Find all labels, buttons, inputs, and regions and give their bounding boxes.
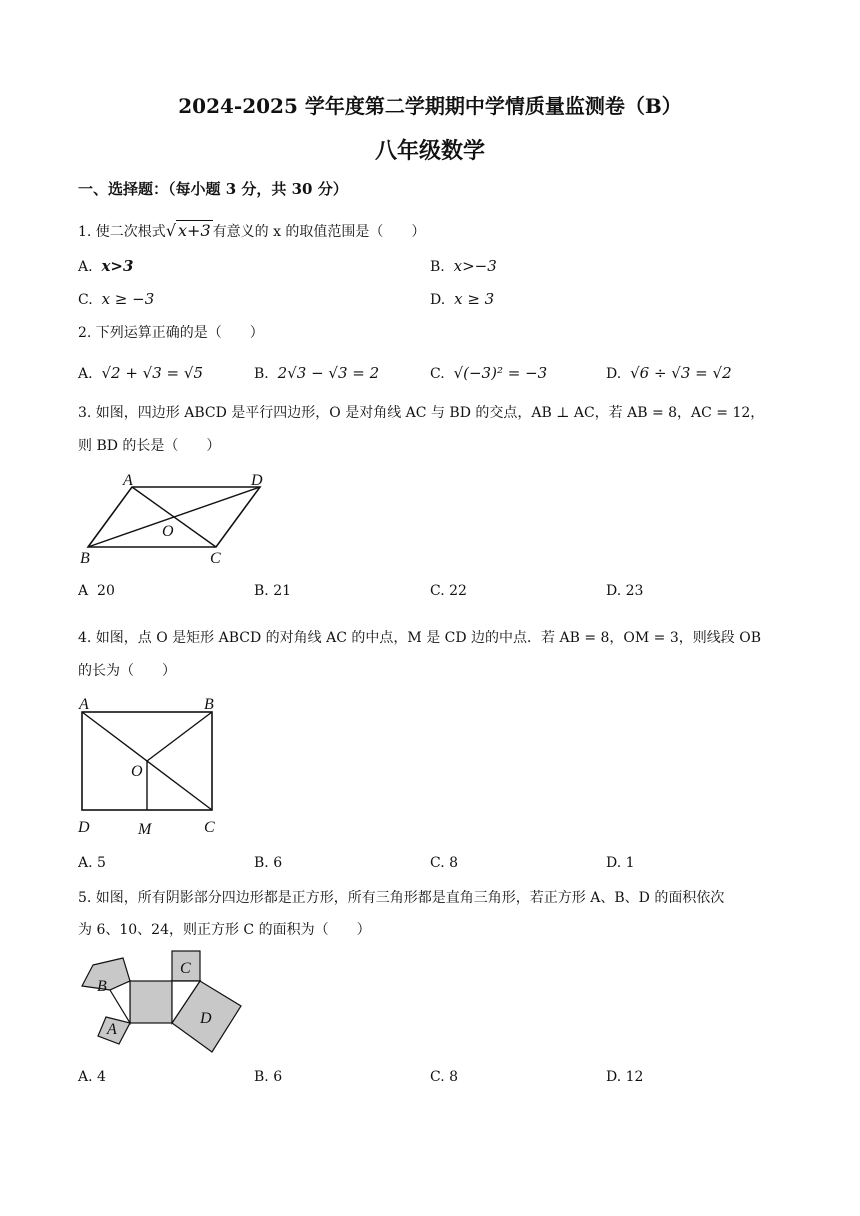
label-b: B <box>204 696 214 713</box>
label-c: C <box>210 550 221 567</box>
option-text: 12 <box>625 1069 644 1085</box>
option-label: D. <box>606 583 622 599</box>
option-label: C. <box>430 1069 445 1085</box>
option-text: √6 ÷ √3 = √2 <box>630 364 732 382</box>
option-label: A. <box>78 1069 93 1085</box>
option-label: D. <box>606 1069 622 1085</box>
option-text: 4 <box>97 1069 106 1085</box>
option-text: 6 <box>273 1069 283 1085</box>
option-label: B. <box>254 1069 269 1085</box>
q5-option-a[interactable] <box>78 1069 106 1085</box>
q2-option-c[interactable] <box>430 364 547 382</box>
q4-option-a[interactable] <box>78 855 106 871</box>
option-text: 23 <box>625 583 644 599</box>
option-label: C. <box>430 366 445 382</box>
option-label: D. <box>606 366 622 382</box>
q1-suffix: 有意义的 x 的取值范围是（ ） <box>212 224 426 240</box>
question-3-stem-line2: 则 BD 的长是（ ） <box>78 438 221 454</box>
option-label: B. <box>430 259 445 275</box>
option-text: 8 <box>449 855 459 871</box>
q4-option-c[interactable] <box>430 855 458 871</box>
diagonal-bd <box>88 487 260 547</box>
label-d: D <box>200 1010 212 1027</box>
option-text: x ≥ −3 <box>101 290 155 308</box>
q4-rectangle-figure <box>76 692 236 842</box>
option-text: x>−3 <box>453 257 497 275</box>
label-m: M <box>138 821 152 838</box>
q4-option-b[interactable] <box>254 855 282 871</box>
question-2-stem: 2. 下列运算正确的是（ ） <box>78 325 264 341</box>
exam-subtitle: 八年级数学 <box>374 138 485 164</box>
option-text: √2 + √3 = √5 <box>101 364 203 382</box>
option-label: A. <box>78 259 93 275</box>
q3-option-d[interactable] <box>606 583 643 599</box>
option-label: A <box>78 583 89 599</box>
center-square <box>130 981 172 1023</box>
q1-prefix: 1. 使二次根式 <box>78 224 166 240</box>
exam-title: 2024-2025 学年度第二学期期中学情质量监测卷（B） <box>178 94 682 118</box>
option-text: 6 <box>273 855 283 871</box>
q1-option-a[interactable] <box>78 257 133 275</box>
q3-option-c[interactable] <box>430 583 467 599</box>
option-text: 5 <box>97 855 106 871</box>
option-text: 8 <box>449 1069 459 1085</box>
option-text: 20 <box>97 583 115 599</box>
label-a: A <box>123 472 133 489</box>
option-text: 1 <box>625 855 635 871</box>
option-label: B. <box>254 366 269 382</box>
q1-option-d[interactable] <box>430 290 494 308</box>
q5-squares-figure <box>76 948 256 1058</box>
q2-option-a[interactable] <box>78 364 203 382</box>
option-label: A. <box>78 855 93 871</box>
q3-option-a[interactable] <box>78 583 115 599</box>
q1-radical: √ x+3 <box>165 221 211 240</box>
q3-option-b[interactable] <box>254 583 291 599</box>
label-c: C <box>180 960 191 977</box>
option-text: x ≥ 3 <box>454 290 495 308</box>
question-5-stem-line2: 为 6、10、24，则正方形 C 的面积为（ ） <box>78 922 371 938</box>
label-o: O <box>162 523 174 540</box>
label-d: D <box>251 472 263 489</box>
q5-option-b[interactable] <box>254 1069 282 1085</box>
q5-option-c[interactable] <box>430 1069 458 1085</box>
q4-option-d[interactable] <box>606 855 635 871</box>
q5-option-d[interactable] <box>606 1069 643 1085</box>
option-label: D. <box>430 292 446 308</box>
label-b: B <box>80 550 90 567</box>
option-label: B. <box>254 583 269 599</box>
label-d: D <box>78 819 90 836</box>
option-label: A. <box>78 366 93 382</box>
section-heading: 一、选择题：（每小题 3 分，共 30 分） <box>78 180 348 198</box>
option-text: 22 <box>449 583 467 599</box>
option-text: 2√3 − √3 = 2 <box>277 364 380 382</box>
label-a: A <box>107 1021 117 1038</box>
option-text: 21 <box>273 583 292 599</box>
question-3-stem-line1: 3. 如图，四边形 ABCD 是平行四边形，O 是对角线 AC 与 BD 的交点，AB ⊥ AC，若 AB = 8，AC = 12， <box>78 405 765 421</box>
question-5-stem-line1: 5. 如图，所有阴影部分四边形都是正方形，所有三角形都是直角三角形，若正方形 A、B、D 的面积依次 <box>78 890 725 906</box>
question-4-stem-line1: 4. 如图，点 O 是矩形 ABCD 的对角线 AC 的中点，M 是 CD 边的中点．若 AB = 8，OM = 3，则线段 OB <box>78 630 761 646</box>
q1-option-b[interactable] <box>430 257 497 275</box>
q1-option-c[interactable] <box>78 290 154 308</box>
option-label: B. <box>254 855 269 871</box>
option-text: √(−3)² = −3 <box>453 364 548 382</box>
option-label: C. <box>78 292 93 308</box>
option-label: D. <box>606 855 622 871</box>
label-a: A <box>79 696 89 713</box>
q2-option-d[interactable] <box>606 364 732 382</box>
label-b: B <box>97 978 107 995</box>
q2-option-b[interactable] <box>254 364 379 382</box>
segment-ob <box>147 712 212 761</box>
q1-radicand: x+3 <box>178 221 211 240</box>
question-1-stem <box>78 220 425 242</box>
question-4-stem-line2: 的长为（ ） <box>78 663 176 679</box>
option-text: x>3 <box>101 257 134 275</box>
option-label: C. <box>430 583 445 599</box>
q3-parallelogram-figure <box>76 470 276 570</box>
label-o: O <box>131 763 143 780</box>
option-label: C. <box>430 855 445 871</box>
label-c: C <box>204 819 215 836</box>
